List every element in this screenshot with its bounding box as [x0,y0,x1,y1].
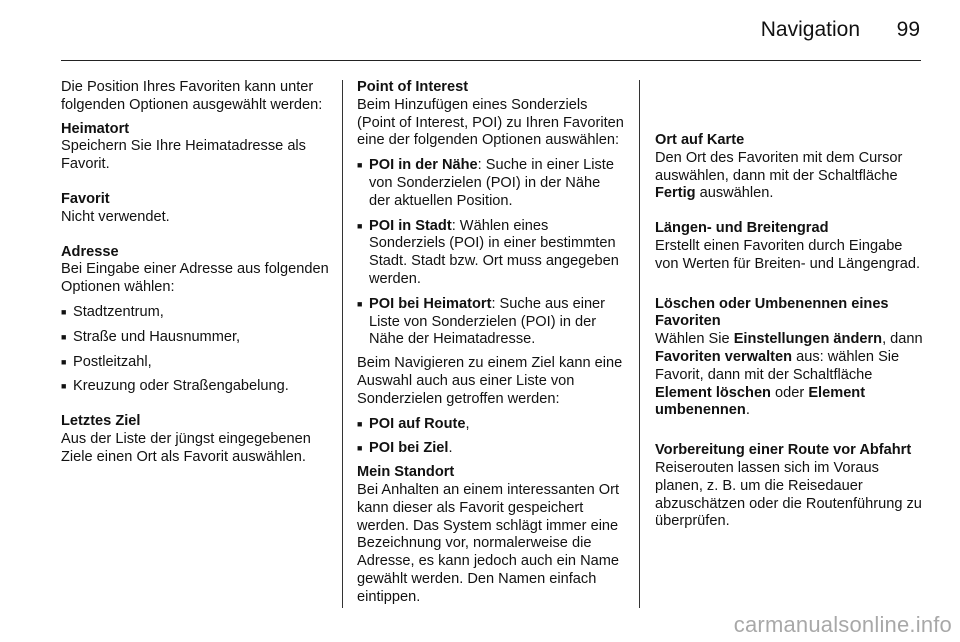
favorit-text: Nicht verwendet. [61,208,170,225]
page-title: Navigation [760,18,860,41]
list-item: ■ POI in Stadt: Wählen eines Sonderziels (POI) in einer bestimmten Stadt. Stadt bzw. Ort muss angegeben werden. [357,218,625,289]
column-2 [357,79,625,607]
heimatort-heading: Heimatort [61,120,130,137]
poi-text: Beim Hinzufügen eines Sonderziels (Point of Interest, POI) zu Ihren Favoriten eine der folgenden Optionen auswählen: [357,96,624,149]
laengen-heading: Längen- und Breitengrad [655,220,829,237]
favorit-heading: Favorit [61,190,110,207]
ort-auf-karte-heading: Ort auf Karte [655,132,745,148]
loeschen-heading: Löschen oder Umbenennen eines Favoriten [655,295,889,330]
intro-text: Die Position Ihres Favoriten kann unter folgenden Optionen ausgewählt werden: [61,79,323,113]
list-item: ■ POI auf Route, [357,416,625,434]
letztes-ziel-heading: Letztes Ziel [61,413,141,430]
page-number: 99 [896,18,920,41]
column-divider [639,80,640,608]
list-item: ■ POI bei Ziel. [357,440,625,458]
list-item: ■ POI bei Heimatort: Suche aus einer Liste von Sonderzielen (POI) in der Nähe der Heimatadresse. [357,296,625,349]
vorbereitung-heading: Vorbereitung einer Route vor Abfahrt [655,442,912,459]
list-item: ■ Straße und Hausnummer, [61,329,331,347]
column-3 [655,79,925,531]
vorbereitung-text: Reiserouten lassen sich im Voraus planen, z. B. um die Reisedauer abzuschätzen oder die Routenführung zu überprüfen. [655,459,922,530]
mein-standort-text: Bei Anhalten an einem interessanten Ort kann dieser als Favorit gespeichert werden. Das System schlägt immer eine Bezeichnung vor, normalerweise die Adresse, es kann jedoch auch ein Name gewählt werden. Den Namen einfach eintippen. [357,481,620,605]
adresse-heading: Adresse [61,243,119,260]
navigation-poi-list [357,416,625,459]
mein-standort-heading: Mein Standort [357,464,455,481]
poi-heading: Point of Interest [357,79,469,95]
list-item: ■ Stadtzentrum, [61,304,331,322]
header-rule [61,60,921,61]
letztes-ziel-text: Aus der Liste der jüngst eingegebenen Ziele einen Ort als Favorit auswählen. [61,430,311,465]
list-item: ■ Postleitzahl, [61,354,331,372]
watermark: carmanualsonline.info [733,612,952,637]
column-divider [342,80,343,608]
list-item: ■ Kreuzung oder Straßengabelung. [61,378,331,396]
loeschen-text: Wählen Sie Einstellungen ändern, dann Favoriten verwalten aus: wählen Sie Favorit, dann mit der Schaltfläche Element löschen oder Element umbenennen. [655,331,923,419]
heimatort-text: Speichern Sie Ihre Heimatadresse als Favorit. [61,138,306,173]
adresse-list [61,304,331,396]
column-1 [61,79,331,467]
navigation-text: Beim Navigieren zu einem Ziel kann eine Auswahl auch aus einer Liste von Sonderzielen getroffen werden: [357,355,623,407]
ort-auf-karte-text: Den Ort des Favoriten mit dem Cursor auswählen, dann mit der Schaltfläche Fertig auswählen. [655,149,903,202]
poi-list [357,157,625,349]
adresse-text: Bei Eingabe einer Adresse aus folgenden Optionen wählen: [61,261,329,296]
laengen-text: Erstellt einen Favoriten durch Eingabe von Werten für Breiten- und Längengrad. [655,237,921,272]
list-item: ■ POI in der Nähe: Suche in einer Liste von Sonderzielen (POI) in der Nähe der aktuellen Position. [357,157,625,210]
